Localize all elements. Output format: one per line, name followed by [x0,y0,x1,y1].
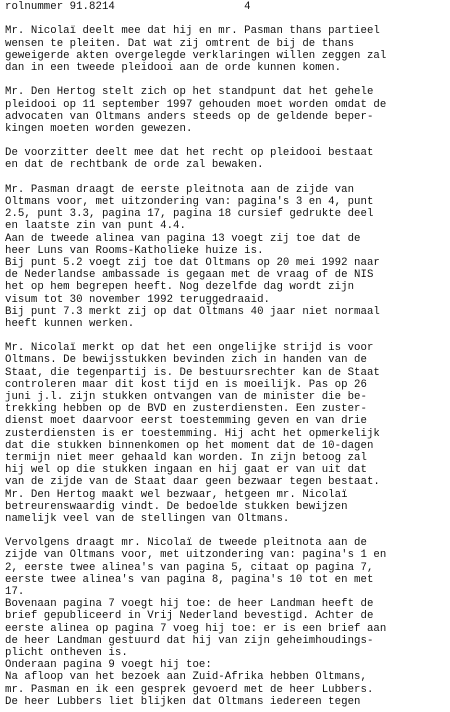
text-line: van de zijde van de Staat daar geen bezwaar tegen bestaat. [5,476,380,489]
document-body [5,25,447,708]
text-line: namelijk veel van de stellingen van Oltmans. [5,512,290,525]
text-line: Bij punt 5.2 voegt zij toe dat Oltmans op 20 mei 1992 naar [5,256,380,269]
page-number: 4 [244,1,251,13]
text-line: heer Luns van Rooms-Katholieke huize is. [5,244,264,257]
text-line: betreurenswaardig vindt. De bedoelde stukken bewijzen [5,500,348,513]
text-line: en dat de rechtbank de orde zal bewaken. [5,159,264,172]
text-line: termijn niet meer gehaald kan worden. In zijn betoog zal [5,451,367,464]
text-line: visum tot 30 november 1992 teruggedraaid. [5,293,271,306]
case-number: rolnummer 91.8214 [5,1,115,13]
text-line: Mr. Den Hertog maakt wel bezwaar, hetgeen mr. Nicolaï [5,488,348,501]
text-line: Staat, die tegenpartij is. De bestuursrechter kan de Staat [5,366,380,379]
text-line: juni j.l. zijn stukken ontvangen van de minister die be- [5,391,367,403]
paragraph [5,184,447,330]
text-line: dienst moet daarvoor eerst toestemming geven en van drie [5,415,367,428]
text-line: brief gepubliceerd in Vrij Nederland bevestigd. Achter de [5,610,374,623]
text-line: Mr. Den Hertog stelt zich op het standpunt dat het gehele [5,86,374,99]
text-line: 2.5, punt 3.3, pagina 17, pagina 18 cursief gedrukte deel [5,208,374,221]
text-line: Aan de tweede alinea van pagina 13 voegt zij toe dat de [5,232,361,245]
text-line: 17. [5,586,25,598]
text-line: Bij punt 7.3 merkt zij op dat Oltmans 40 jaar niet normaal [5,305,380,318]
text-line: hij wel op die stukken ingaan en hij gaat er van uit dat [5,464,367,477]
paragraph [5,342,447,525]
text-line: en laatste zin van punt 4.4. [5,220,186,233]
text-line: het op hem begrepen heeft. Nog dezelfde dag wordt zijn [5,281,355,294]
text-line: De heer Lubbers liet blijken dat Oltmans iedereen tegen [5,695,361,708]
text-line: heeft kunnen werken. [5,317,135,330]
text-line: dat die stukken binnenkomen op het moment dat de 10-dagen [5,439,374,452]
text-line: Oltmans voor, met uitzondering van: pagina's 3 en 4, punt [5,196,374,208]
text-line: advocaten van Oltmans anders steeds op de geldende beper- [5,110,374,123]
document-page [5,1,447,708]
text-line: Vervolgens draagt mr. Nicolaï de tweede pleitnota aan de [5,537,367,550]
text-line: mr. Pasman en ik een gesprek gevoerd met de heer Lubbers. [5,683,374,696]
text-line: Oltmans. De bewijsstukken bevinden zich in handen van de [5,354,367,367]
text-line: Bovenaan pagina 7 voegt hij toe: de heer Landman heeft de [5,598,374,611]
paragraph [5,86,447,135]
text-line: de heer Landman gestuurd dat hij van zijn geheimhoudings- [5,634,374,647]
text-line: plicht ontheven is. [5,646,128,659]
text-line: trekking hebben op de BVD en zusterdiensten. Een zuster- [5,403,367,416]
paragraph [5,537,447,708]
paragraph [5,147,447,171]
text-line: Na afloop van het bezoek aan Zuid-Afrika hebben Oltmans, [5,671,367,684]
text-line: zijde van Oltmans voor, met uitzondering van: pagina's 1 en [5,549,387,562]
text-line: controleren maar dit kost tijd en is moeilijk. Pas op 26 [5,378,367,391]
paragraph [5,25,447,74]
page-header [5,1,447,13]
text-line: Onderaan pagina 9 voegt hij toe: [5,659,212,672]
text-line: Mr. Pasman draagt de eerste pleitnota aan de zijde van [5,183,355,196]
text-line: Mr. Nicolaï merkt op dat het een ongelijke strijd is voor [5,342,374,355]
text-line: geweigerde akten overgelegde verklaringen willen zeggen zal [5,49,387,62]
text-line: kingen moeten worden gewezen. [5,122,193,135]
text-line: Mr. Nicolaï deelt mee dat hij en mr. Pasman thans partieel [5,25,380,38]
text-line: wensen te pleiten. Dat wat zij omtrent de bij de thans [5,37,355,50]
text-line: De voorzitter deelt mee dat het recht op pleidooi bestaat [5,147,374,160]
text-line: 2, eerste twee alinea's van pagina 5, citaat op pagina 7, [5,561,374,574]
text-line: eerste alinea op pagina 7 voeg hij toe: er is een brief aan [5,622,387,635]
text-line: dan in een tweede pleidooi aan de orde kunnen komen. [5,61,342,74]
text-line: pleidooi op 11 september 1997 gehouden moet worden omdat de [5,98,387,111]
text-line: de Nederlandse ambassade is gegaan met de vraag of de NIS [5,269,374,282]
text-line: zusterdiensten is er toestemming. Hij acht het opmerkelijk [5,427,380,440]
text-line: eerste twee alinea's van pagina 8, pagina's 10 tot en met [5,573,374,586]
